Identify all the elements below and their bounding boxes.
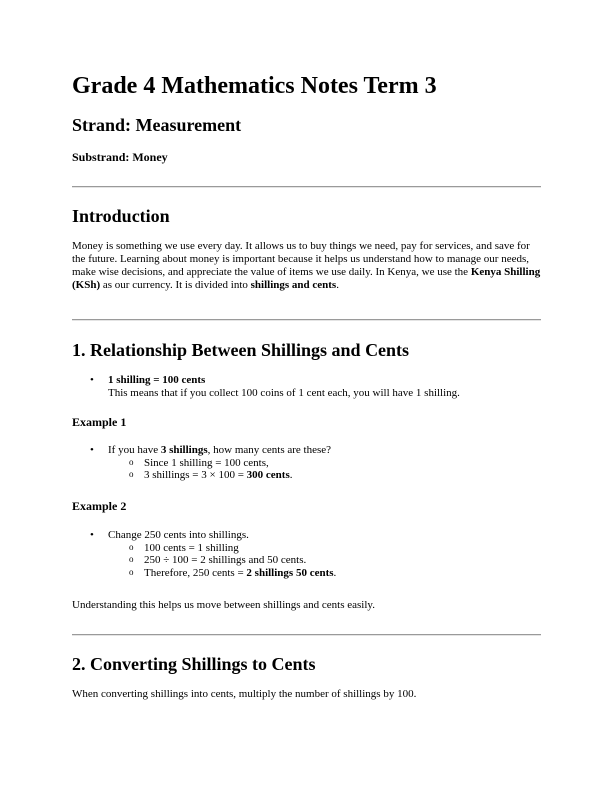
sub-list-item (72, 457, 541, 470)
fact-bold: 1 shilling = 100 cents (108, 374, 206, 386)
divider (72, 186, 541, 188)
introduction-heading: Introduction (72, 206, 170, 226)
list-item (72, 444, 541, 457)
section2-heading: 2. Converting Shillings to Cents (72, 654, 316, 674)
example1-list (72, 444, 541, 482)
text-bold: 300 cents (246, 469, 290, 481)
page-title: Grade 4 Mathematics Notes Term 3 (72, 73, 437, 99)
text-run: . (336, 279, 339, 291)
divider (72, 634, 541, 636)
sub-list-item (72, 554, 541, 567)
text-bold: 2 shillings 50 cents (246, 566, 334, 579)
list-item (72, 529, 541, 542)
text-run: Therefore, 250 cents = (144, 566, 247, 579)
section1-heading: 1. Relationship Between Shillings and Cents (72, 340, 410, 360)
sub-list-item (72, 542, 541, 555)
text-run: , how many cents are these? (207, 444, 332, 456)
text-run: 250 ÷ 100 = 2 shillings and 50 cents. (144, 554, 307, 566)
example1-heading: Example 1 (72, 415, 127, 429)
text-run: as our currency. It is divided into (100, 279, 251, 291)
fact-list (72, 374, 541, 399)
text-run: 3 shillings = 3 × 100 = (144, 469, 247, 481)
text-run: Money is something we use every day. It allows us to buy things we need, pay for services, and save for the future. Learning about money is important because it helps us understand how to manage our needs, make wise decisions, and appreciate the value of items we use daily. In Kenya, we use the (72, 240, 530, 278)
kenya-shilling-bold: Kenya Shilling (KSh) (72, 266, 541, 291)
text-run: . (289, 469, 293, 481)
list-item (72, 374, 541, 399)
text-run: Change 250 cents into shillings. (108, 529, 249, 541)
divider (72, 319, 541, 321)
text-run: . (333, 566, 337, 579)
text-run: If you have (108, 444, 161, 456)
sub-list-item (72, 469, 541, 482)
substrand-heading: Substrand: Money (72, 150, 168, 164)
sub-list-item (72, 567, 541, 580)
text-bold: 3 shillings (160, 444, 208, 456)
example2-heading: Example 2 (72, 499, 127, 513)
example2-list (72, 529, 541, 579)
section2-paragraph: When converting shillings into cents, multiply the number of shillings by 100. (72, 688, 417, 700)
summary-paragraph: Understanding this helps us move between shillings and cents easily. (72, 599, 375, 611)
strand-heading: Strand: Measurement (72, 115, 242, 135)
shillings-cents-bold: shillings and cents (250, 279, 337, 291)
fact-text: This means that if you collect 100 coins of 1 cent each, you will have 1 shilling. (108, 386, 460, 399)
text-run: Since 1 shilling = 100 cents, (144, 456, 269, 469)
introduction-paragraph (72, 240, 541, 292)
text-run: 100 cents = 1 shilling (144, 541, 239, 554)
